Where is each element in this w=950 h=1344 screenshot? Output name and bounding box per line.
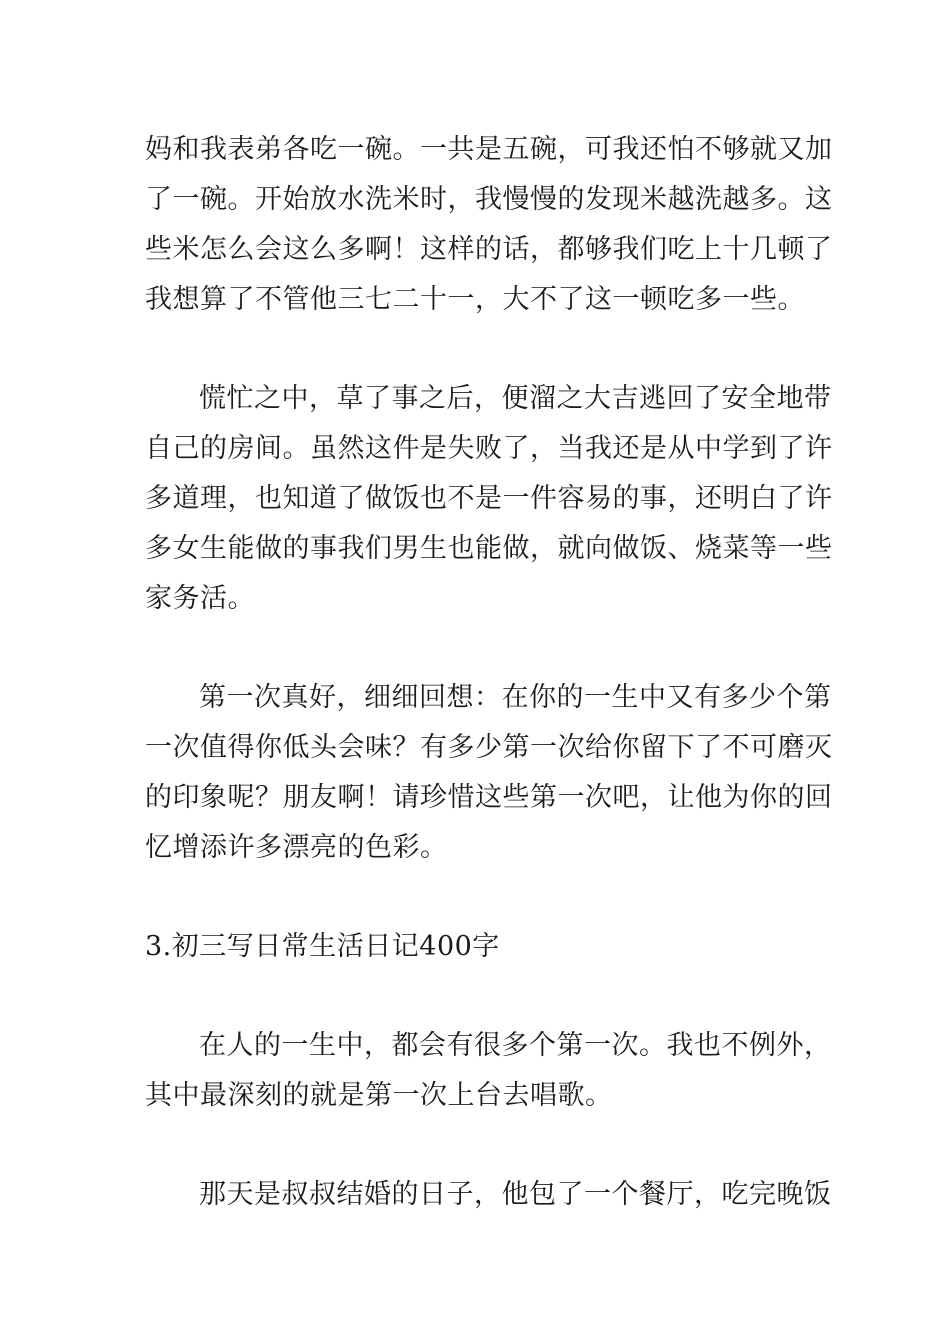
text-line: 忆增添许多漂亮的色彩。 (145, 832, 448, 863)
text-line: 些米怎么会这么多啊！这样的话，都够我们吃上十几顿了 (145, 234, 833, 265)
text-line: 慌忙之中，草了事之后，便溜之大吉逃回了安全地带 (199, 383, 832, 414)
text-line: 在人的一生中，都会有很多个第一次。我也不例外， (199, 1030, 832, 1061)
section-heading: 3.初三写日常生活日记400字 (145, 931, 500, 962)
text-line: 一次值得你低头会味？有多少第一次给你留下了不可磨灭 (145, 732, 833, 763)
text-line: 多女生能做的事我们男生也能做，就向做饭、烧菜等一些 (145, 533, 833, 564)
text-line: 家务活。 (145, 583, 255, 614)
text-line: 多道理，也知道了做饭也不是一件容易的事，还明白了许 (145, 483, 833, 514)
text-line: 妈和我表弟各吃一碗。一共是五碗，可我还怕不够就又加 (145, 134, 833, 165)
text-line: 我想算了不管他三七二十一，大不了这一顿吃多一些。 (145, 284, 805, 315)
text-line: 第一次真好，细细回想：在你的一生中又有多少个第 (199, 682, 832, 713)
text-line: 自己的房间。虽然这件是失败了，当我还是从中学到了许 (145, 433, 833, 464)
text-line: 那天是叔叔结婚的日子，他包了一个餐厅，吃完晚饭 (199, 1179, 832, 1210)
text-line: 的印象呢？朋友啊！请珍惜这些第一次吧，让他为你的回 (145, 782, 833, 813)
text-line: 了一碗。开始放水洗米时，我慢慢的发现米越洗越多。这 (145, 184, 833, 215)
text-line: 其中最深刻的就是第一次上台去唱歌。 (145, 1080, 613, 1111)
